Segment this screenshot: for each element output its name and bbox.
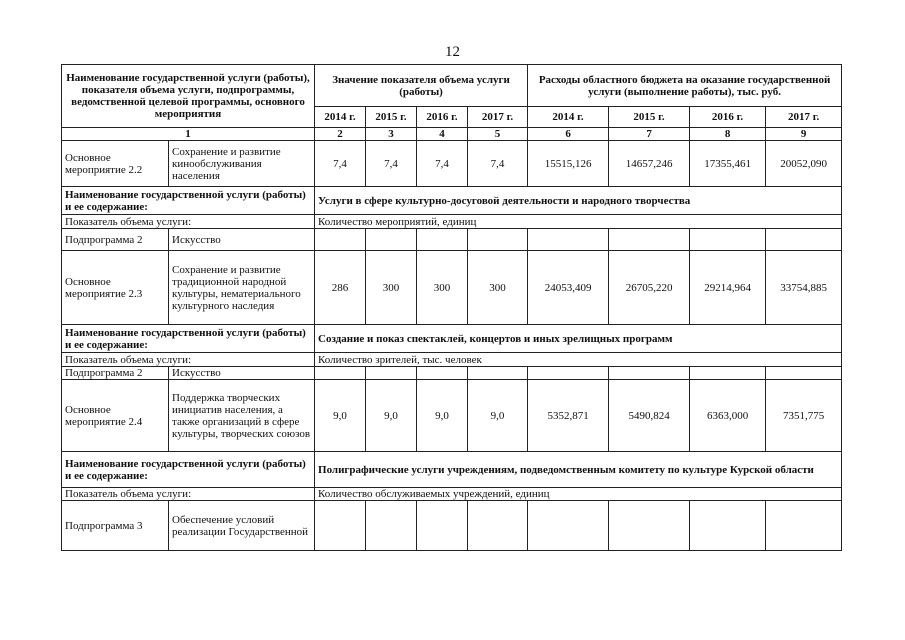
indicator-row <box>62 215 842 229</box>
row-description: Поддержка творческих инициатив населения, а также организаций в сфере культуры, творческих союзов <box>169 380 315 452</box>
row-label: Подпрограмма 2 <box>62 229 169 251</box>
indicator-value: 9,0 <box>315 380 366 452</box>
indicator-value: 9,0 <box>417 380 468 452</box>
service-row <box>62 325 842 353</box>
expense-value: 20052,090 <box>766 141 842 187</box>
indicator-label: Показатель объема услуги: <box>62 488 315 501</box>
table-row <box>62 141 842 187</box>
expense-value: 6363,000 <box>690 380 766 452</box>
row-description: Искусство <box>169 229 315 251</box>
header-year: 2015 г. <box>366 107 417 128</box>
row-label: Основное мероприятие 2.2 <box>62 141 169 187</box>
indicator-value: 7,4 <box>315 141 366 187</box>
service-row <box>62 452 842 488</box>
table-row <box>62 380 842 452</box>
header-row <box>62 65 842 107</box>
indicator-value: 7,4 <box>417 141 468 187</box>
expense-value: 5352,871 <box>528 380 609 452</box>
service-value: Услуги в сфере культурно-досуговой деятельности и народного творчества <box>315 187 842 215</box>
indicator-value: 300 <box>366 251 417 325</box>
expense-value: 7351,775 <box>766 380 842 452</box>
indicator-value: 286 <box>315 251 366 325</box>
indicator-desc: Количество зрителей, тыс. человек <box>315 353 842 367</box>
subprogram-row <box>62 229 842 251</box>
header-year: 2017 г. <box>468 107 528 128</box>
service-label: Наименование государственной услуги (работы) и ее содержание: <box>62 452 315 488</box>
row-description: Обеспечение условий реализации Государственной <box>169 501 315 551</box>
row-description: Сохранение и развитие кинообслуживания населения <box>169 141 315 187</box>
header-year: 2016 г. <box>417 107 468 128</box>
column-number-row <box>62 128 842 141</box>
col-number: 8 <box>690 128 766 141</box>
service-row <box>62 187 842 215</box>
service-label: Наименование государственной услуги (работы) и ее содержание: <box>62 325 315 353</box>
header-year: 2014 г. <box>315 107 366 128</box>
indicator-value: 300 <box>417 251 468 325</box>
row-label: Основное мероприятие 2.3 <box>62 251 169 325</box>
budget-table <box>61 64 842 551</box>
indicator-desc: Количество обслуживаемых учреждений, единиц <box>315 488 842 501</box>
header-year: 2014 г. <box>528 107 609 128</box>
row-description: Сохранение и развитие традиционной народной культуры, нематериального культурного наследия <box>169 251 315 325</box>
col-number: 1 <box>62 128 315 141</box>
header-expense-group: Расходы областного бюджета на оказание государственной услуги (выполнение работы), тыс. руб. <box>528 65 842 107</box>
expense-value: 29214,964 <box>690 251 766 325</box>
indicator-value: 7,4 <box>366 141 417 187</box>
col-number: 5 <box>468 128 528 141</box>
expense-value: 15515,126 <box>528 141 609 187</box>
indicator-label: Показатель объема услуги: <box>62 353 315 367</box>
service-label: Наименование государственной услуги (работы) и ее содержание: <box>62 187 315 215</box>
expense-value: 26705,220 <box>609 251 690 325</box>
row-description: Искусство <box>169 367 315 380</box>
indicator-value: 7,4 <box>468 141 528 187</box>
indicator-desc: Количество мероприятий, единиц <box>315 215 842 229</box>
col-number: 7 <box>609 128 690 141</box>
row-label: Подпрограмма 2 <box>62 367 169 380</box>
indicator-row <box>62 488 842 501</box>
row-label: Подпрограмма 3 <box>62 501 169 551</box>
col-number: 2 <box>315 128 366 141</box>
subprogram-row <box>62 367 842 380</box>
row-label: Основное мероприятие 2.4 <box>62 380 169 452</box>
indicator-label: Показатель объема услуги: <box>62 215 315 229</box>
expense-value: 33754,885 <box>766 251 842 325</box>
col-number: 9 <box>766 128 842 141</box>
expense-value: 24053,409 <box>528 251 609 325</box>
subprogram-row <box>62 501 842 551</box>
header-year: 2015 г. <box>609 107 690 128</box>
expense-value: 14657,246 <box>609 141 690 187</box>
indicator-row <box>62 353 842 367</box>
indicator-value: 9,0 <box>468 380 528 452</box>
col-number: 3 <box>366 128 417 141</box>
header-year: 2017 г. <box>766 107 842 128</box>
expense-value: 17355,461 <box>690 141 766 187</box>
header-indicator-group: Значение показателя объема услуги (работы) <box>315 65 528 107</box>
header-year: 2016 г. <box>690 107 766 128</box>
service-value: Создание и показ спектаклей, концертов и иных зрелищных программ <box>315 325 842 353</box>
table-row <box>62 251 842 325</box>
col-number: 4 <box>417 128 468 141</box>
indicator-value: 9,0 <box>366 380 417 452</box>
col-number: 6 <box>528 128 609 141</box>
header-name-col: Наименование государственной услуги (работы), показателя объема услуги, подпрограммы, ведомственной целевой программы, основного мероприятия <box>62 65 315 128</box>
expense-value: 5490,824 <box>609 380 690 452</box>
indicator-value: 300 <box>468 251 528 325</box>
service-value: Полиграфические услуги учреждениям, подведомственным комитету по культуре Курской области <box>315 452 842 488</box>
page-number: 12 <box>445 44 460 60</box>
